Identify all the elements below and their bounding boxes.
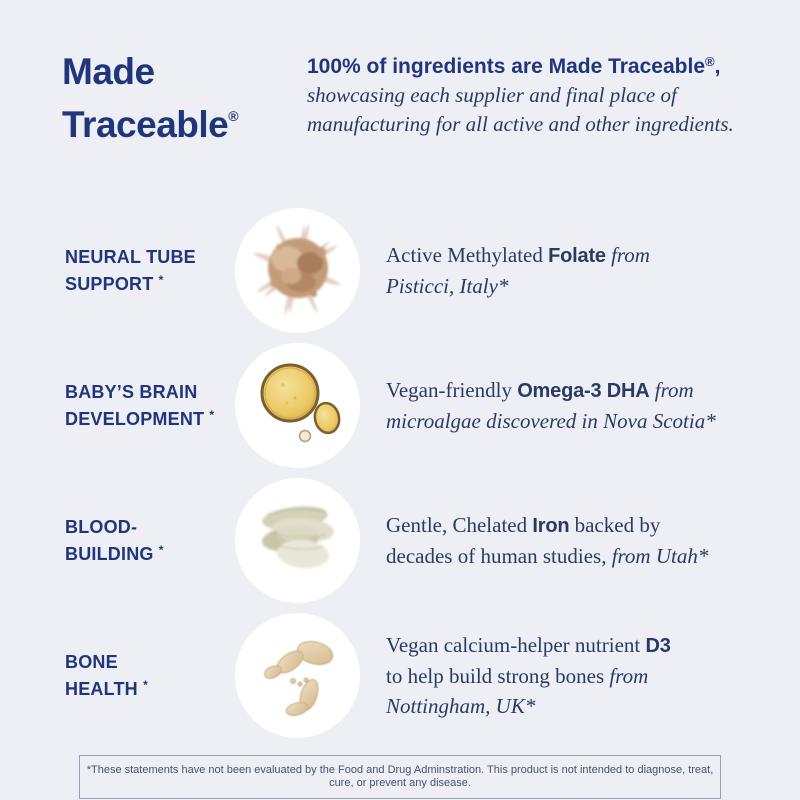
- benefit-label: BLOOD- BUILDING *: [65, 516, 164, 564]
- benefit-description: Vegan calcium-helper nutrient D3 to help build strong bones from Nottingham, UK*: [386, 633, 671, 718]
- benefit-row-neural-tube-support: [0, 203, 800, 338]
- ingredient-photo-circle: [235, 343, 360, 468]
- intro-paragraph: 100% of ingredients are Made Traceable®, showcasing each supplier and final place of manufacturing for all active and other ingredients.: [307, 54, 734, 136]
- title-line-2: Traceable®: [62, 104, 239, 145]
- benefit-description: Active Methylated Folate from Pisticci, Italy*: [386, 243, 650, 298]
- benefit-description: Gentle, Chelated Iron backed by decades of human studies, from Utah*: [386, 513, 709, 568]
- benefit-row-babys-brain-development: [0, 338, 800, 473]
- benefits-list: [0, 203, 800, 743]
- fda-disclaimer-text: *These statements have not been evaluated by the Food and Drug Adminstration. This product is not intended to diagnose, treat, cure, or prevent any disease.: [86, 764, 714, 789]
- ingredient-photo-circle: [235, 208, 360, 333]
- title-line-1: Made: [62, 51, 155, 92]
- folate-powder-icon: [235, 208, 360, 333]
- benefit-description: Vegan-friendly Omega-3 DHA from microalgae discovered in Nova Scotia*: [386, 378, 716, 433]
- benefit-label: BONE HEALTH *: [65, 651, 148, 699]
- ingredient-photo-circle: [235, 613, 360, 738]
- registered-trademark-symbol: ®: [228, 108, 239, 124]
- header: [0, 0, 800, 147]
- d3-liquid-splash-icon: [235, 613, 360, 738]
- page-title: [62, 50, 307, 147]
- omega3-oil-droplets-icon: [235, 343, 360, 468]
- benefit-label: NEURAL TUBE SUPPORT *: [65, 246, 196, 294]
- ingredient-photo-circle: [235, 478, 360, 603]
- fda-disclaimer-box: [79, 755, 721, 799]
- benefit-label: BABY’S BRAIN DEVELOPMENT *: [65, 381, 215, 429]
- benefit-row-bone-health: [0, 608, 800, 743]
- chelated-iron-cream-icon: [235, 478, 360, 603]
- benefit-row-blood-building: [0, 473, 800, 608]
